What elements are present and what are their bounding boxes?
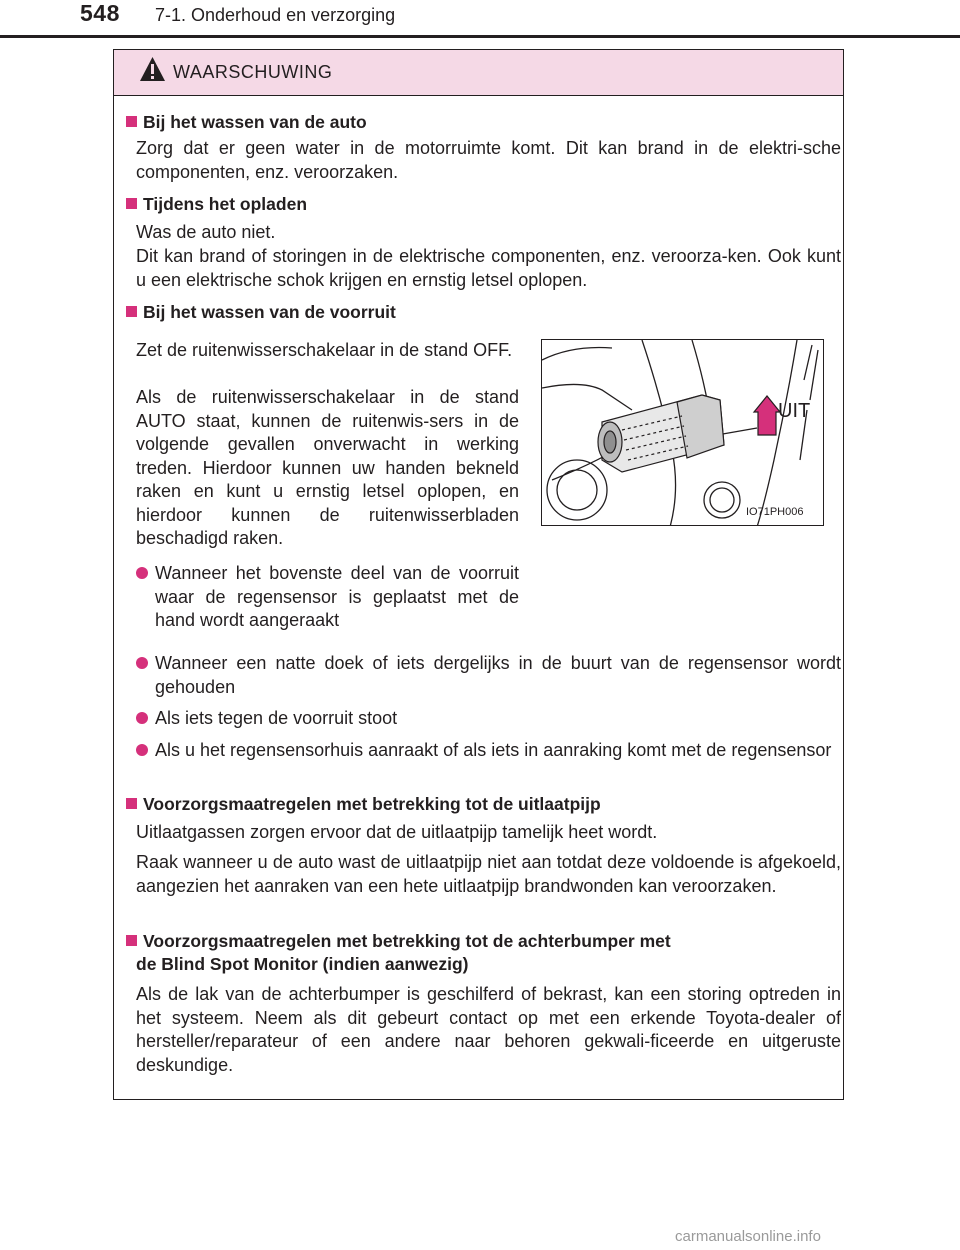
section-title: 7-1. Onderhoud en verzorging: [155, 5, 396, 25]
windshield-text: Als de ruitenwisserschakelaar in de stand AUTO staat, kunnen de ruitenwis-sers in de volgende gevallen onverwacht in werking treden. Hierdoor kunnen uw handen bekneld raken en kunt u ernstig letsel oplopen, en hierdoor kunnen de ruitenwisserbladen beschadigd raken.: [136, 387, 519, 548]
heading-bumper: Voorzorgsmaatregelen met betrekking tot de achterbumper met: [126, 930, 671, 953]
square-bullet-icon: [126, 306, 137, 317]
footer-url: carmanualsonline.info: [675, 1228, 821, 1245]
charging-text: Dit kan brand of storingen in de elektrische componenten, enz. veroorza-ken. Ook kunt u een elektrische schok krijgen en ernstig letsel oplopen.: [136, 246, 841, 290]
list-item: Als iets tegen de voorruit stoot: [136, 707, 841, 731]
round-bullet-icon: [136, 567, 148, 579]
page-header: [0, 0, 960, 40]
round-bullet-icon: [136, 712, 148, 724]
header-rule: [0, 35, 960, 38]
warning-header: [114, 50, 843, 96]
list-item: Wanneer het bovenste deel van de voorruit waar de regensensor is geplaatst met de hand wordt aangeraakt: [136, 562, 519, 633]
round-bullet-icon: [136, 657, 148, 669]
bumper-text: Als de lak van de achterbumper is geschilferd of bekrast, kan een storing optreden in het systeem. Neem als dit gebeurt contact op met een erkende Toyota-dealer of hersteller/reparateur of een andere naar behoren gekwali-ficeerde en uitgeruste deskundige.: [136, 984, 841, 1075]
square-bullet-icon: [126, 116, 137, 127]
square-bullet-icon: [126, 198, 137, 209]
figure-label: UIT: [778, 400, 811, 422]
page-number: 548: [80, 0, 120, 26]
figure-code: IO71PH006: [746, 506, 804, 518]
square-bullet-icon: [126, 798, 137, 809]
exhaust-text1: Uitlaatgassen zorgen ervoor dat de uitlaatpijp tamelijk heet wordt.: [136, 822, 658, 842]
round-bullet-icon: [136, 744, 148, 756]
washing-text: Zorg dat er geen water in de motorruimte komt. Dit kan brand in de elektri-sche componenten, enz. veroorzaken.: [136, 138, 841, 182]
list-item: Als u het regensensorhuis aanraakt of als iets in aanraking komt met de regensensor: [136, 739, 841, 763]
heading-charging: Tijdens het opladen: [126, 193, 307, 216]
heading-washing: Bij het wassen van de auto: [126, 111, 367, 134]
wiper-switch-figure: [541, 339, 824, 526]
square-bullet-icon: [126, 935, 137, 946]
heading-windshield: Bij het wassen van de voorruit: [126, 301, 396, 324]
charging-line1: Was de auto niet.: [136, 222, 276, 242]
heading-bumper-line2: de Blind Spot Monitor (indien aanwezig): [136, 954, 469, 974]
windshield-line1: Zet de ruitenwisserschakelaar in de stand OFF.: [136, 340, 513, 360]
warning-triangle-icon: [139, 56, 166, 83]
list-item: Wanneer een natte doek of iets dergelijks in de buurt van de regensensor wordt gehouden: [136, 652, 841, 699]
heading-exhaust: Voorzorgsmaatregelen met betrekking tot de uitlaatpijp: [126, 793, 601, 816]
exhaust-text2: Raak wanneer u de auto wast de uitlaatpijp niet aan totdat deze voldoende is afgekoeld, aangezien het aanraken van een hete uitlaatpijp brandwonden kan veroorzaken.: [136, 852, 841, 896]
warning-title: WAARSCHUWING: [173, 62, 333, 82]
warning-box: [113, 49, 844, 1100]
wiper-switch-illustration: [542, 340, 824, 526]
